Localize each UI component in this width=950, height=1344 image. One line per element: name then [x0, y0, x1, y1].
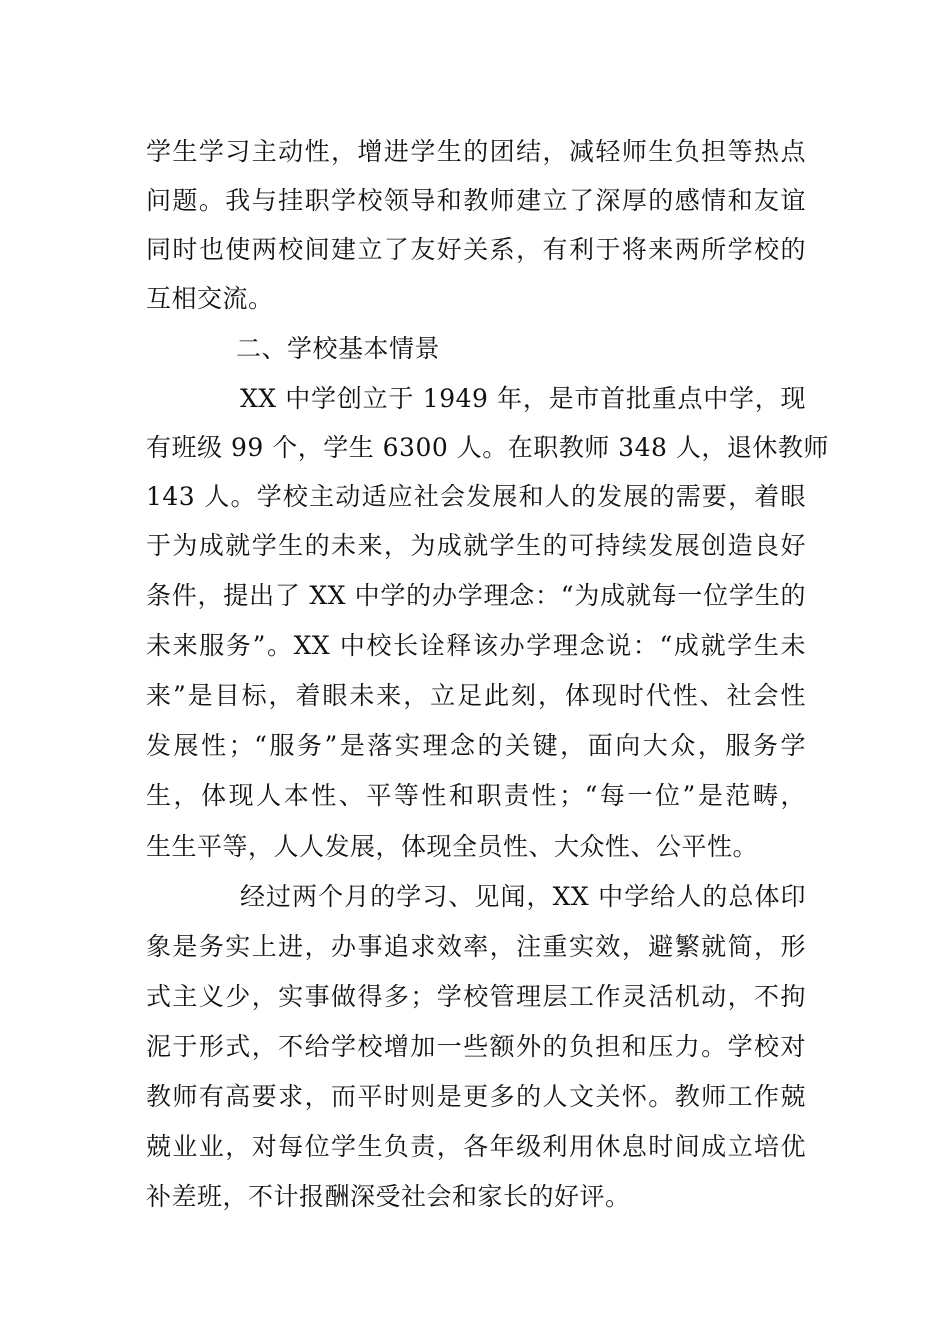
text-line: 兢业业，对每位学生负责，各年级利用休息时间成立培优	[146, 1132, 806, 1161]
text-line: 同时也使两校间建立了友好关系，有利于将来两所学校的	[146, 235, 806, 264]
text-line: 有班级 99 个，学生 6300 人。在职教师 348 人，退休教师	[146, 433, 829, 462]
text-line: 未来服务”。XX 中校长诠释该办学理念说：“成就学生未	[146, 631, 806, 660]
text-line: 生，体现人本性、平等性和职责性；“每一位”是范畴，	[146, 781, 806, 810]
text-line: 象是务实上进，办事追求效率，注重实效，避繁就简，形	[146, 932, 806, 961]
text-line: 来”是目标，着眼未来，立足此刻，体现时代性、社会性	[146, 681, 806, 710]
text-line: 补差班，不计报酬深受社会和家长的好评。	[146, 1182, 631, 1211]
text-line: 于为成就学生的未来，为成就学生的可持续发展创造良好	[146, 531, 806, 560]
text-line: 发展性；“服务”是落实理念的关键，面向大众，服务学	[146, 731, 806, 760]
text-line: 经过两个月的学习、见闻，XX 中学给人的总体印	[240, 882, 806, 911]
text-line: 式主义少，实事做得多；学校管理层工作灵活机动，不拘	[146, 982, 806, 1011]
text-line: 143 人。学校主动适应社会发展和人的发展的需要，着眼	[146, 482, 806, 511]
text-line: 泥于形式，不给学校增加一些额外的负担和压力。学校对	[146, 1032, 806, 1061]
text-line: 学生学习主动性，增进学生的团结，减轻师生负担等热点	[146, 137, 806, 166]
text-line: 互相交流。	[146, 284, 274, 313]
text-line: XX 中学创立于 1949 年，是市首批重点中学，现	[240, 384, 806, 413]
section-heading: 二、学校基本情景	[236, 334, 441, 363]
text-line: 问题。我与挂职学校领导和教师建立了深厚的感情和友谊	[146, 186, 806, 215]
text-line: 条件，提出了 XX 中学的办学理念：“为成就每一位学生的	[146, 581, 806, 610]
text-line: 生生平等，人人发展，体现全员性、大众性、公平性。	[146, 832, 759, 861]
text-line: 教师有高要求，而平时则是更多的人文关怀。教师工作兢	[146, 1082, 806, 1111]
